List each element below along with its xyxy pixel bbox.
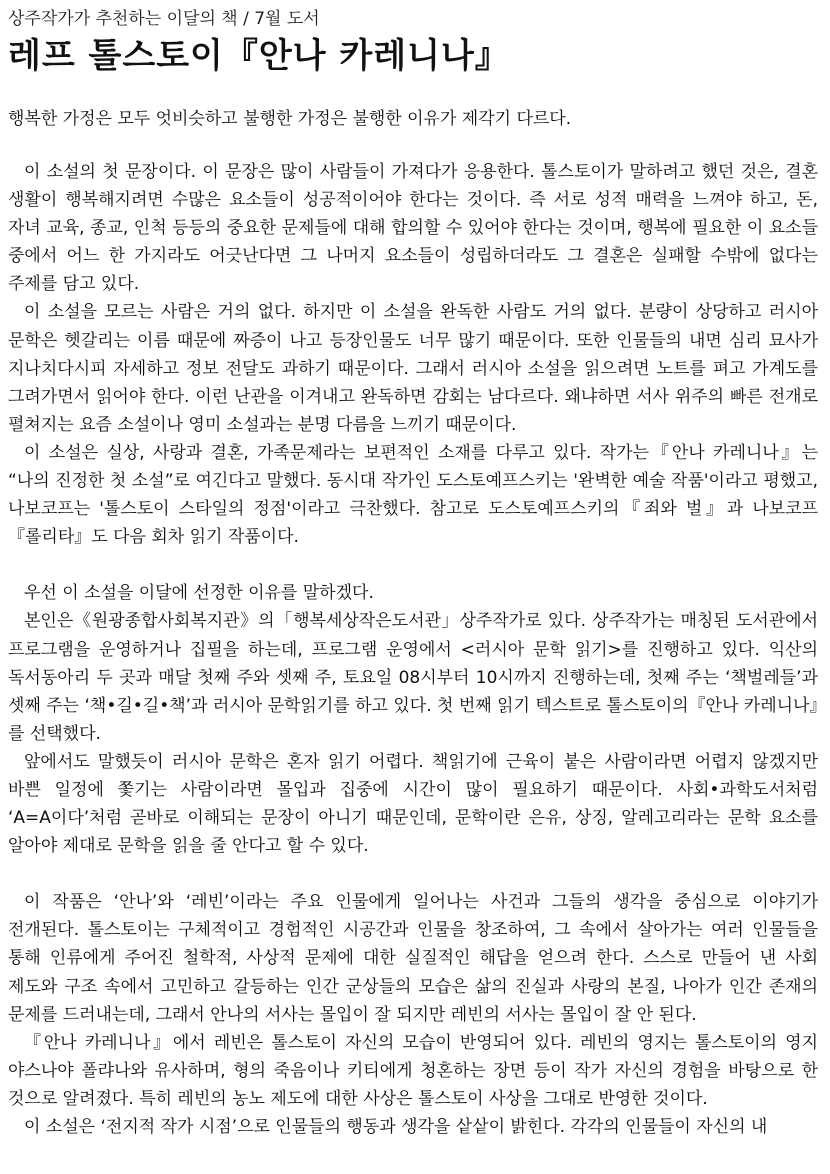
paragraph: 『안나 카레니나』에서 레빈은 톨스토이 자신의 모습이 반영되어 있다. 레빈의 영지는 톨스토이의 영지 야스나야 폴랴나와 유사하며, 형의 죽음이나 키티에게 청혼하는 장면 등이 작가 자신의 경험을 바탕으로 한 것으로 알려졌다. 특히 레빈의 농노 제도에 대한 사상은 톨스토이 사상을 그대로 반영한 것이다. [8, 1032, 818, 1109]
paragraph: 이 소설은 ‘전지적 작가 시점’으로 인물들의 행동과 생각을 샅샅이 밝힌다. 각각의 인물들이 자신의 내 [24, 1117, 768, 1137]
document-title: 레프 톨스토이『안나 카레니나』 [8, 36, 510, 76]
paragraph: 본인은《원광종합사회복지관》의「행복세상작은도서관」상주작가로 있다. 상주작가는 매칭된 도서관에서 프로그램을 운영하거나 집필을 하는데, 프로그램 운영에서 <러시아 문학 읽기>를 진행하고 있다. 익산의 독서동아리 두 곳과 매달 첫째 주와 셋째 주, 토요일 08시부터 10시까지 진행하는데, 첫째 주는 ‘책벌레들’과 셋째 주는 ‘책•길•길•책’과 러시아 문학읽기를 하고 있다. 첫 번째 읽기 텍스트로 톨스토이의『안나 카레니나』를 선택했다. [8, 611, 818, 744]
document-kicker: 상주작가가 추천하는 이달의 책 / 7월 도서 [8, 9, 320, 29]
paragraph: 우선 이 소설을 이달에 선정한 이유를 말하겠다. [24, 583, 374, 604]
paragraph: 이 소설을 모르는 사람은 거의 없다. 하지만 이 소설을 완독한 사람도 거의 없다. 분량이 상당하고 러시아 문학은 헷갈리는 이름 때문에 짜증이 나고 등장인물도 너무 많기 때문이다. 또한 인물들의 내면 심리 묘사가 지나치다시피 자세하고 정보 전달도 과하기 때문이다. 그래서 러시아 소설을 읽으려면 노트를 펴고 가계도를 그려가면서 읽어야 한다. 이런 난관을 이겨내고 완독하면 감회는 남다르다. 왜냐하면 서사 위주의 빠른 전개로 펼쳐지는 요즘 소설이나 영미 소설과는 분명 다름을 느끼기 때문이다. [8, 302, 818, 435]
paragraph: 이 소설은 실상, 사랑과 결혼, 가족문제라는 보편적인 소재를 다루고 있다. 작가는『안나 카레니나』는 “나의 진정한 첫 소설”로 여긴다고 말했다. 동시대 작가인 도스토예프스키는 '완벽한 예술 작품'이라고 평했고, 나보코프는 '톨스토이 스타일의 정점'이라고 극찬했다. 참고로 도스토예프스키의『죄와 벌』과 나보코프『롤리타』도 다음 회차 읽기 작품이다. [8, 442, 818, 548]
lead-quote: 행복한 가정은 모두 엇비슷하고 불행한 가정은 불행한 이유가 제각기 다르다. [8, 109, 572, 129]
paragraph: 앞에서도 말했듯이 러시아 문학은 혼자 읽기 어렵다. 책읽기에 근육이 붙은 사람이라면 어렵지 않겠지만 바쁜 일정에 쫓기는 사람이라면 몰입과 집중에 시간이 많이 필요하기 때문이다. 사회•과학도서처럼 ‘A=A이다’처럼 곧바로 이해되는 문장이 아니기 때문인데, 문학이란 은유, 상징, 알레고리라는 문학 요소를 알아야 제대로 문학을 읽을 줄 안다고 할 수 있다. [8, 751, 818, 857]
article-body [8, 158, 818, 1141]
paragraph-gap [8, 551, 818, 579]
paragraph-gap [8, 860, 818, 888]
paragraph: 이 작품은 ‘안나’와 ‘레빈’이라는 주요 인물에게 일어나는 사건과 그들의 생각을 중심으로 이야기가 전개된다. 톨스토이는 구체적이고 경험적인 시공간과 인물을 창조하여, 그 속에서 살아가는 여러 인물들을 통해 인류에게 주어진 철학적, 사상적 문제에 대한 실질적인 해답을 얻으려 한다. 스스로 만들어 낸 사회 제도와 구조 속에서 고민하고 갈등하는 인간 군상들의 모습은 삶의 진실과 사랑의 본질, 나아가 인간 존재의 문제를 드러내는데, 그래서 안나의 서사는 몰입이 잘 되지만 레빈의 서사는 몰입이 잘 안 된다. [8, 892, 818, 1025]
paragraph: 이 소설의 첫 문장이다. 이 문장은 많이 사람들이 가져다가 응용한다. 톨스토이가 말하려고 했던 것은, 결혼 생활이 행복해지려면 수많은 요소들이 성공적이어야 한다는 것이다. 즉 서로 성적 매력을 느껴야 하고, 돈, 자녀 교육, 종교, 인척 등등의 중요한 문제들에 대해 합의할 수 있어야 한다는 것이며, 행복에 필요한 이 요소들 중에서 어느 한 가지라도 어긋난다면 그 나머지 요소들이 성립하더라도 그 결혼은 실패할 수밖에 없다는 주제를 담고 있다. [8, 162, 818, 295]
